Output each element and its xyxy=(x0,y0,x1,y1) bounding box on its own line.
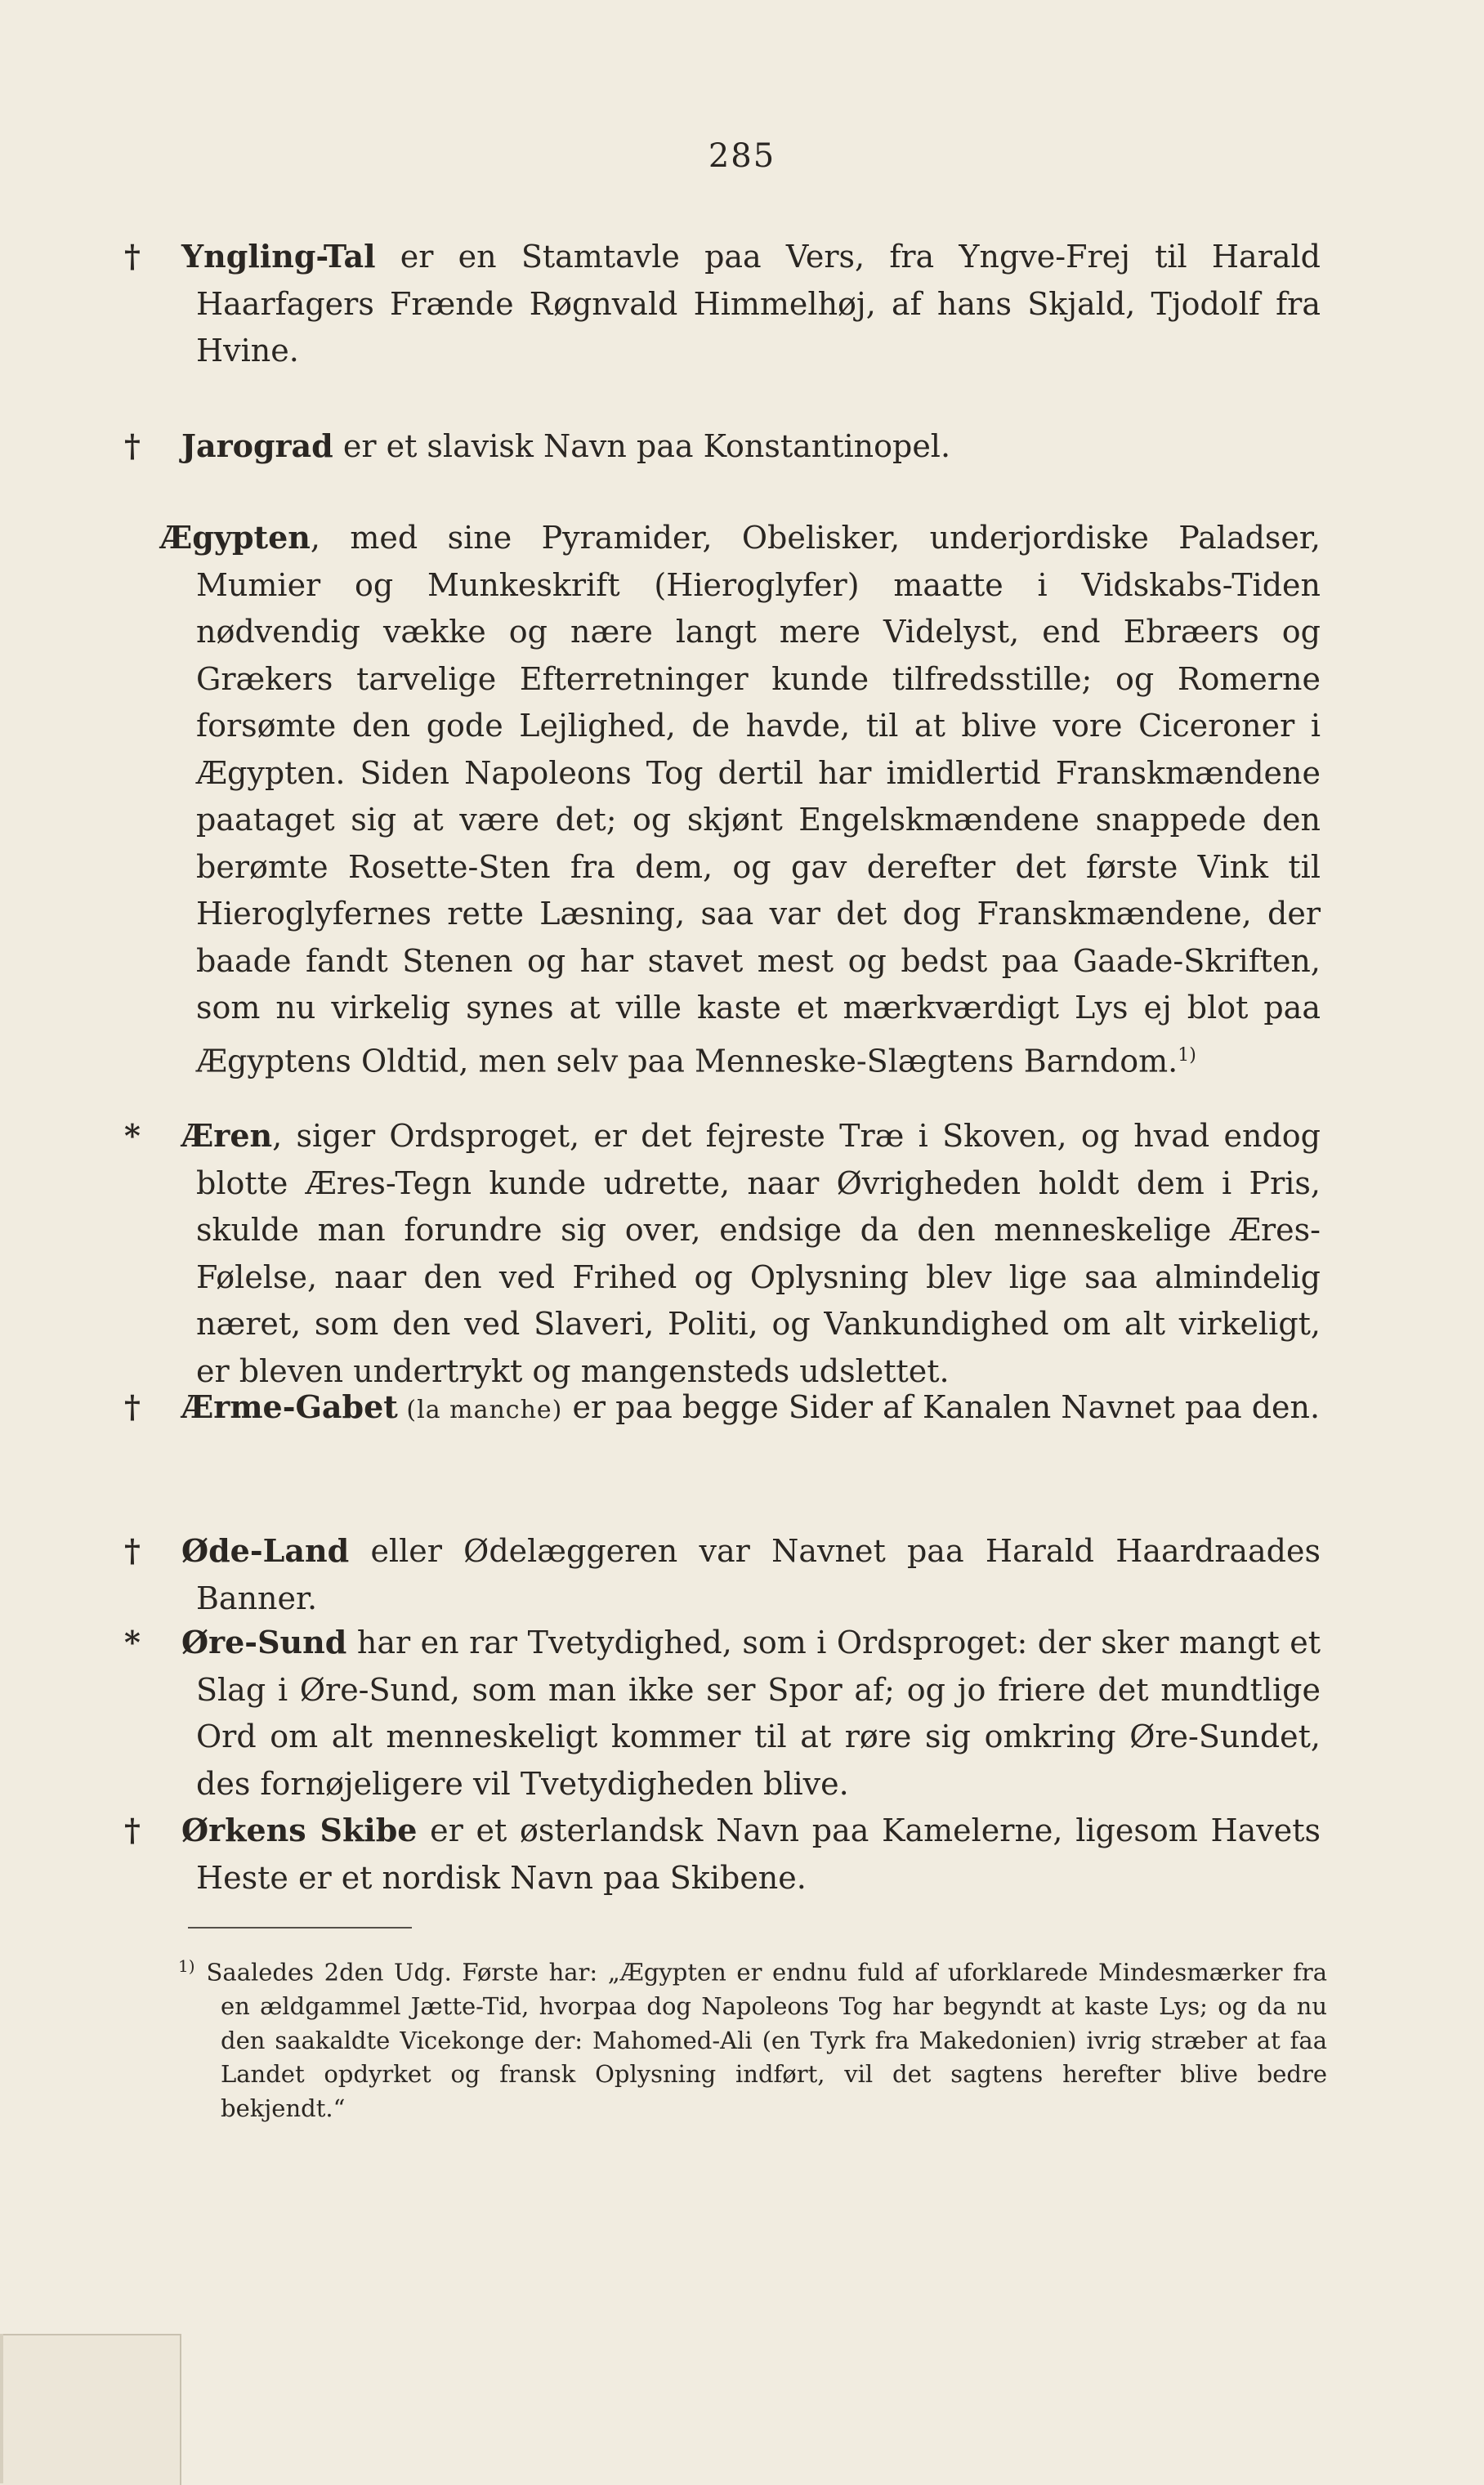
entry-headword: Øde-Land xyxy=(181,1532,350,1569)
entry-text: , med sine Pyramider, Obelisker, underjordiske Paladser, Mumier og Munkeskrift (Hieroglyfer) maatte i Vidskabs-Tiden nødvendig vække og nære langt mere Videlyst, end Ebræers og Grækers tarvelige Efterretninger kunde tilfredsstille; og Romerne forsømte den gode Lejlighed, de havde, til at blive vore Ciceroner i Ægypten. Siden Napoleons Tog dertil har imidlertid Franskmændene paataget sig at være det; og skjønt Engelskmændene snappede den berømte Rosette-Sten fra dem, og gav derefter det første Vink til Hieroglyfernes rette Læsning, saa var det dog Franskmændene, der baade fandt Stenen og har stavet mest og bedst paa Gaade-Skriften, som nu virkelig synes at ville kaste et mærkværdigt Lys ej blot paa Ægyptens Oldtid, men selv paa Menneske-Slægtens Barndom. xyxy=(196,520,1321,1079)
page-number: 285 xyxy=(708,137,776,175)
asterisk-mark: * xyxy=(124,1117,141,1154)
entry-oede-land xyxy=(124,1527,1321,1622)
binding-edge-shadow xyxy=(0,2334,3,2483)
footnote-divider xyxy=(188,1927,412,1929)
entry-text: har en rar Tvetydighed, som i Ordsproget: der sker mangt et Slag i Øre-Sund, som man ikke ser Spor af; og jo friere det mundtlige Ord om alt menneskeligt kommer til at røre sig omkring Øre-Sundet, des fornøjeligere vil Tvetydigheden blive. xyxy=(196,1625,1321,1802)
dagger-mark: † xyxy=(124,238,141,275)
asterisk-mark: * xyxy=(124,1624,141,1660)
entry-aegypten xyxy=(160,514,1321,1085)
entry-headword: Ærme-Gabet xyxy=(181,1388,398,1425)
footnote xyxy=(178,1950,1327,2125)
entry-text: , siger Ordsproget, er det fejreste Træ i Skoven, og hvad endog blotte Æres-Tegn kunde udrette, naar Øvrigheden holdt dem i Pris, skulde man forundre sig over, endsige da den menneskelige Æres-Følelse, naar den ved Frihed og Oplysning blev lige saa almindelig næret, som den ved Slaveri, Politi, og Vankundighed om alt virkeligt, er bleven undertrykt og mangensteds udslettet. xyxy=(196,1118,1321,1389)
entry-headword: Æren xyxy=(181,1117,273,1154)
footnote-reference: 1) xyxy=(1178,1044,1196,1066)
entry-headword: Øre-Sund xyxy=(181,1624,347,1660)
footnote-mark: 1) xyxy=(178,1956,195,1976)
entry-headword: Ægypten xyxy=(160,519,311,556)
entry-text: er paa begge Sider af Kanalen Navnet paa den. xyxy=(562,1389,1321,1425)
entry-text: eller Ødelæggeren var Navnet paa Harald Haardraades Banner. xyxy=(196,1533,1321,1616)
footnote-text: Saaledes 2den Udg. Første har: „Ægypten er endnu fuld af uforklarede Mindesmærker fra en ældgammel Jætte-Tid, hvorpaa dog Napoleons Tog har begyndt at kaste Lys; og da nu den saakaldte Vicekonge der: Mahomed-Ali (en Tyrk fra Makedonien) ivrig stræber at faa Landet opdyrket og fransk Oplysning indført, vil det sagtens herefter blive bedre bekjendt.“ xyxy=(206,1958,1327,2122)
entry-aerme-gabet xyxy=(124,1383,1321,1434)
dagger-mark: † xyxy=(124,1388,141,1425)
entry-headword: Jarograd xyxy=(181,427,333,464)
entry-headword: Yngling-Tal xyxy=(181,238,376,275)
entry-aeren xyxy=(124,1112,1321,1395)
entry-gloss: (la manche) xyxy=(397,1396,563,1424)
entry-jarograd xyxy=(124,422,1321,471)
entry-text: er et slavisk Navn paa Konstantinopel. xyxy=(333,428,951,464)
binding-edge xyxy=(0,2334,181,2485)
dagger-mark: † xyxy=(124,427,141,464)
entry-text: er en Stamtavle paa Vers, fra Yngve-Frej til Harald Haarfagers Frænde Røgnvald Himmelhøj, af hans Skjald, Tjodolf fra Hvine. xyxy=(196,239,1321,369)
dagger-mark: † xyxy=(124,1532,141,1569)
entry-text: er et østerlandsk Navn paa Kamelerne, ligesom Havets Heste er et nordisk Navn paa Skibene. xyxy=(196,1812,1321,1896)
entry-headword: Ørkens Skibe xyxy=(181,1812,418,1848)
entry-ynglinga-tal xyxy=(124,233,1321,375)
dagger-mark: † xyxy=(124,1812,141,1848)
entry-oere-sund xyxy=(124,1619,1321,1808)
entry-oerkens-skibe xyxy=(124,1807,1321,1902)
